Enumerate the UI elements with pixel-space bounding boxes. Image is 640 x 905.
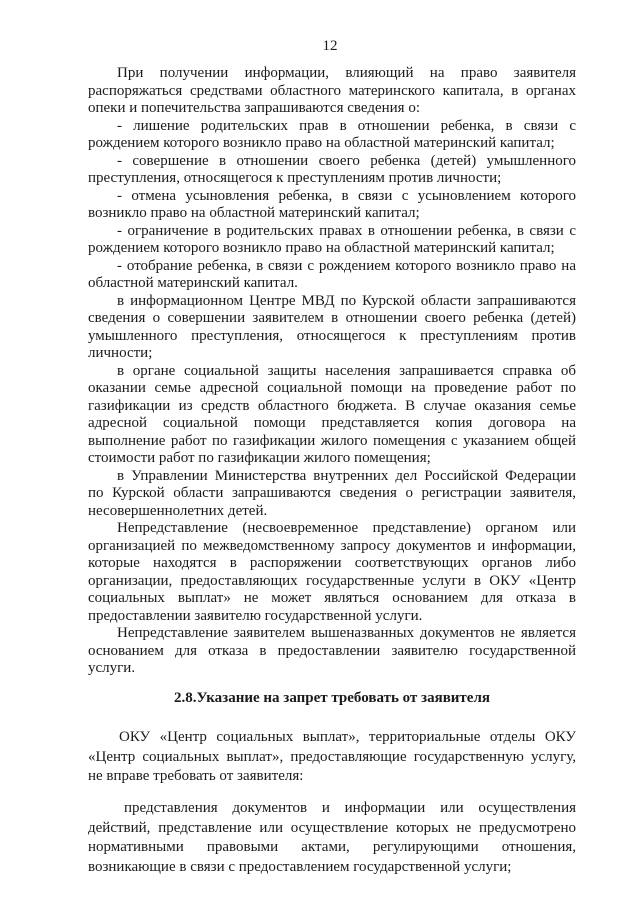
text-line: предоставлении заявителю государственной услуги. [88,607,423,624]
text-line: газификации из средств областного бюджета. В случае оказания семье [88,397,576,414]
text-line: оказании семье адресной социальной помощи на проведение работ по [88,380,576,397]
text-line: в органе социальной защиты населения запрашивается справка об [117,362,576,379]
text-line: личности; [88,345,153,362]
paragraph [88,65,576,118]
text-line: рождением которого возникло право на областной материнский капитал; [88,135,555,152]
text-line: несовершеннолетних детей. [88,502,268,519]
text-line: представления документов и информации или осуществления [124,800,576,817]
text-line: сведения о совершении заявителем в отношении своего ребенка (детей) [88,310,576,327]
text-line: не вправе требовать от заявителя: [88,768,304,785]
list-item [88,188,576,223]
text-line: в Управлении Министерства внутренних дел Российской Федерации [117,467,576,484]
paragraph [88,799,576,877]
text-line: распоряжаться средствами областного материнского капитала, в органах [88,82,576,99]
text-line: услуги. [88,660,136,677]
paragraph [88,625,576,678]
text-line: действий, представление или осуществление которых не предусмотрено [88,819,576,836]
text-line: - лишение родительских прав в отношении ребенка, в связи с [117,117,576,134]
text-line: - ограничение в родительских правах в отношении ребенка, в связи с [117,222,576,239]
paragraph [88,728,576,787]
text-line: ОКУ «Центр социальных выплат», территориальные отделы ОКУ [119,729,576,746]
paragraph [88,520,576,625]
list-item [88,223,576,258]
list-item [88,258,576,293]
list-item [88,118,576,153]
text-line: стоимости работ по газификации жилого помещения; [88,450,431,467]
text-line: - отобрание ребенка, в связи с рождением которого возникло право на [117,257,576,274]
text-line: которые находятся в распоряжении соответствующих органов либо [88,555,576,572]
text-line: областной материнский капитал. [88,275,298,292]
paragraph [88,293,576,363]
text-line: возникающие в связи с предоставлением государственной услуги; [88,858,512,875]
paragraph [88,363,576,468]
text-line: - отмена усыновления ребенка, в связи с усыновлением которого [117,187,576,204]
text-line: организации, предоставляющих государственные услуги в ОКУ «Центр [88,572,576,589]
text-line: организацией по межведомственному запросу документов и информации, [88,537,576,554]
text-line: умышленного преступления, относящегося к преступлениям против [88,327,576,344]
text-line: - совершение в отношении своего ребенка (детей) умышленного [117,152,576,169]
document-body [88,65,576,877]
text-line: опеки и попечительства запрашиваются сведения о: [88,100,420,117]
text-line: выполнение работ по газификации жилого помещения с указанием общей [88,432,576,449]
text-line: При получении информации, влияющий на право заявителя [117,65,576,82]
text-line: преступления, относящегося к преступлениям против личности; [88,170,502,187]
paragraph [88,468,576,521]
text-line: адресной социальной помощи представляется копия договора на [88,415,576,432]
text-line: рождением которого возникло право на областной материнский капитал; [88,240,555,257]
list-item [88,153,576,188]
text-line: в информационном Центре МВД по Курской области запрашиваются [117,292,576,309]
text-line: Непредставление заявителем вышеназванных документов не является [117,625,576,642]
section-heading: 2.8.Указание на запрет требовать от заявителя [173,690,490,707]
text-line: основанием для отказа в предоставлении заявителю государственной [88,642,576,659]
text-line: по Курской области запрашиваются сведения о регистрации заявителя, [88,485,576,502]
text-line: возникло право на областной материнский капитал; [88,205,420,222]
page-number: 12 [322,38,338,55]
text-line: нормативными правовыми актами, регулирующими отношения, [88,839,576,856]
text-line: «Центр социальных выплат», предоставляющие государственную услугу, [88,748,576,765]
text-line: Непредставление (несвоевременное представление) органом или [117,520,576,537]
section-2-8 [88,728,576,877]
text-line: социальных выплат» не может являться основанием для отказа в [88,590,576,607]
